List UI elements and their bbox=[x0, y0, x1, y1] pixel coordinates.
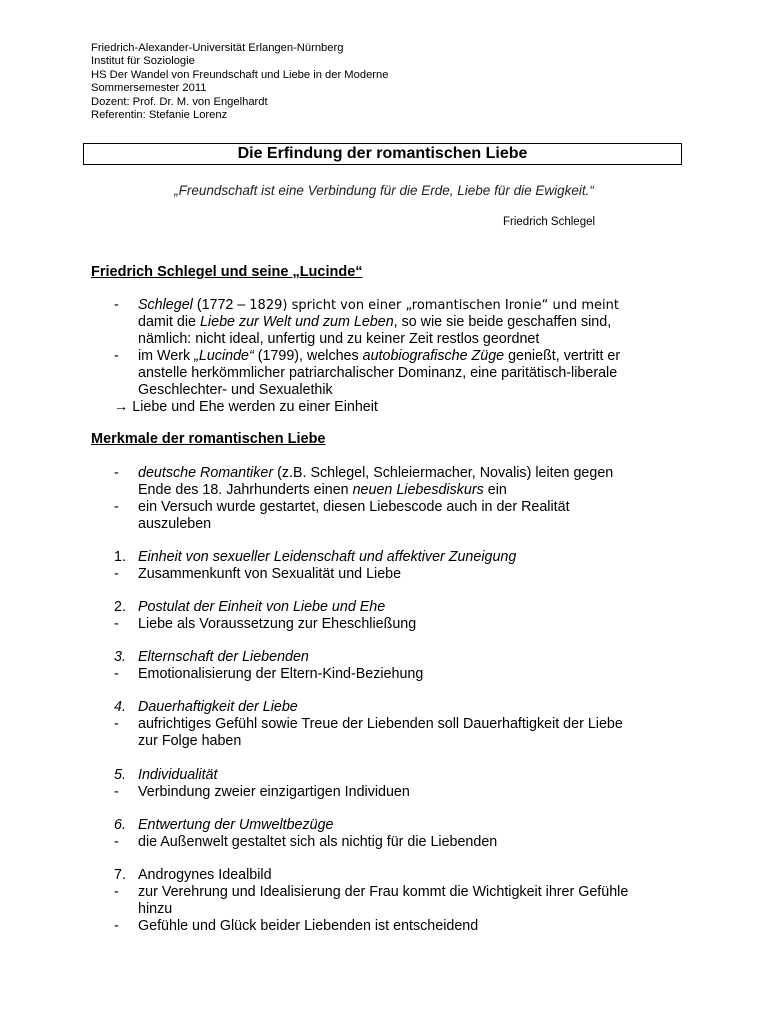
header-university: Friedrich-Alexander-Universität Erlangen-Nürnberg bbox=[91, 42, 344, 54]
feature-title: Einheit von sexueller Leidenschaft und affektiver Zuneigung bbox=[138, 549, 517, 565]
bullet-marker: - bbox=[114, 499, 119, 515]
feature-number: 6. bbox=[114, 817, 126, 833]
feature-title: Entwertung der Umweltbezüge bbox=[138, 817, 334, 833]
feature-number: 2. bbox=[114, 599, 126, 615]
bullet-marker: - bbox=[114, 465, 119, 481]
document-header bbox=[91, 42, 388, 122]
section-heading-features: Merkmale der romantischen Liebe bbox=[91, 431, 326, 447]
feature-title: Individualität bbox=[138, 767, 218, 783]
bullet-marker: - bbox=[114, 348, 119, 364]
header-semester: Sommersemester 2011 bbox=[91, 82, 207, 95]
conclusion-arrow-line: → Liebe und Ehe werden zu einer Einheit bbox=[114, 399, 378, 415]
header-lecturer: Dozent: Prof. Dr. M. von Engelhardt bbox=[91, 95, 268, 108]
feature-number: 7. bbox=[114, 867, 126, 883]
header-institute: Institut für Soziologie bbox=[91, 55, 195, 68]
feature-number: 4. bbox=[114, 699, 126, 715]
quote-text: „Freundschaft ist eine Verbindung für die Erde, Liebe für die Ewigkeit.“ bbox=[174, 183, 594, 198]
feature-title: Postulat der Einheit von Liebe und Ehe bbox=[138, 599, 386, 615]
section-heading-schlegel: Friedrich Schlegel und seine „Lucinde“ bbox=[91, 264, 363, 280]
feature-number: 5. bbox=[114, 767, 126, 783]
feature-title: Dauerhaftigkeit der Liebe bbox=[138, 699, 298, 715]
quote-author: Friedrich Schlegel bbox=[503, 216, 596, 228]
feature-title: Elternschaft der Liebenden bbox=[138, 649, 309, 665]
document-title: Die Erfindung der romantischen Liebe bbox=[83, 143, 682, 165]
header-seminar: HS Der Wandel von Freundschaft und Liebe in der Moderne bbox=[91, 68, 389, 81]
bullet-marker: - bbox=[114, 297, 119, 313]
header-presenter: Referentin: Stefanie Lorenz bbox=[91, 109, 228, 122]
document-page: Friedrich-Alexander-Universität Erlangen-Nürnberg Institut für Soziologie HS Der Wandel von Freundschaft und Liebe in der Moderne Sommersemester 2011 Dozent: Prof. Dr. M. von Engelhardt Referentin: Stefanie Lorenz Die Erfindung der romantischen Liebe „Freundschaft ist eine Verbindung für die Erde, Liebe für die Ewigkeit.“ Friedrich Schlegel Friedrich Schlegel und seine „Lucinde“ - Schlegel (1772 – 1829) spricht von einer „romantischen Ironie“ und meint damit die Liebe zur Welt und zum Leben, so wie sie beide geschaffen sind, nämlich: nicht ideal, unfertig und zu keiner Zeit restlos geordnet - im Werk „Lucinde“ (1799), welches autobiografische Züge genießt, vertritt er anstelle herkömmlicher patriarchalischer Dominanz, eine paritätisch-liberale Geschlechter- und Sexualethik → Liebe und Ehe werden zu einer Einheit Merkmale der romantischen Liebe - deutsche Romantiker (z.B. Schlegel, Schleiermacher, Novalis) leiten gegen Ende des 18. Jahrhunderts einen neuen Liebesdiskurs ein - ein Versuch wurde gestartet, diesen Liebescode auch in der Realität auszuleben 1. Einheit von sexueller Leidenschaft und affektiver Zuneigung - Zusammenkunft von Sexualität und Liebe 2. Postulat der Einheit von Liebe und Ehe - Liebe als Voraussetzung zur Eheschließung 3. Elternschaft der Liebenden - Emotionalisierung der Eltern-Kind-Beziehung 4. Dauerhaftigkeit der Liebe - aufrichtiges Gefühl sowie Treue der Liebenden soll Dauerhaftigkeit der Liebe zur Folge haben 5. Individualität - Verbindung zweier einzigartigen Individuen 6. Entwertung der Umweltbezüge - die Außenwelt gestaltet sich als nichtig für die Liebenden 7. Androgynes Idealbild - zur Verehrung und Idealisierung der Frau kommt die Wichtigkeit ihrer Gefühle hinzu - Gefühle und Glück beider Liebenden ist entscheidend bbox=[0, 0, 768, 1024]
feature-title: Androgynes Idealbild bbox=[138, 867, 272, 883]
feature-number: 3. bbox=[114, 649, 126, 665]
feature-number: 1. bbox=[114, 549, 126, 565]
